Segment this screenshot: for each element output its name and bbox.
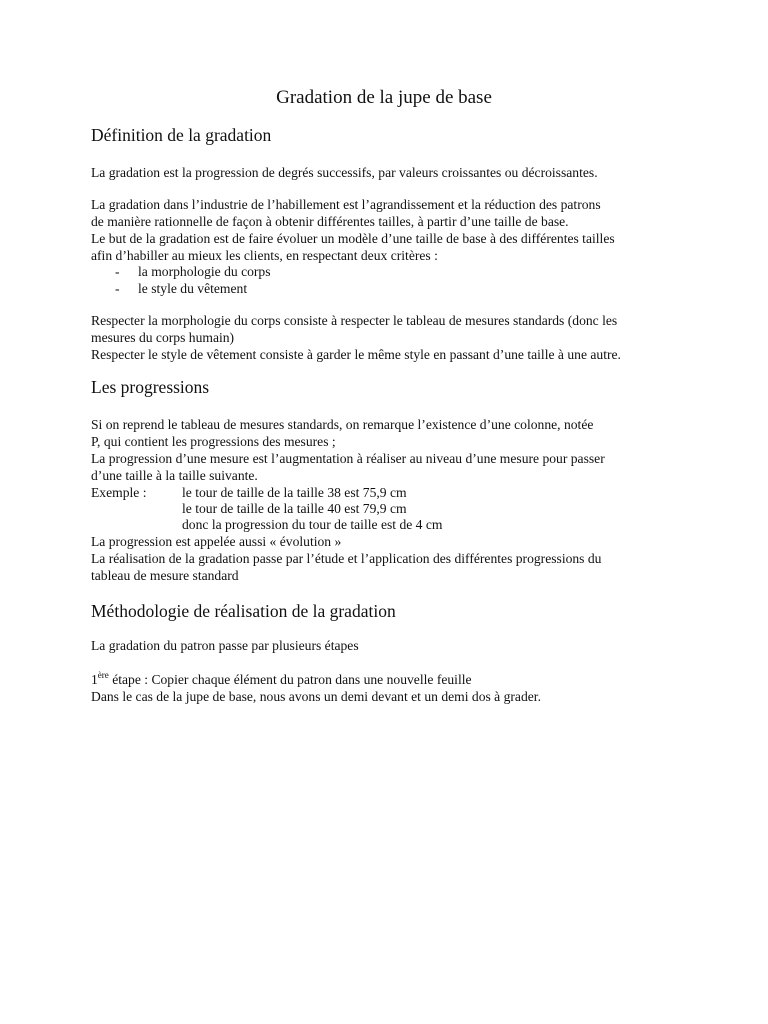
paragraph-line: afin d’habiller au mieux les clients, en respectant deux critères : <box>91 248 438 263</box>
bullet-marker: - <box>115 264 120 279</box>
section-heading-definition: Définition de la gradation <box>91 125 272 145</box>
paragraph-line: P, qui contient les progressions des mesures ; <box>91 434 336 449</box>
paragraph-line: La gradation dans l’industrie de l’habillement est l’agrandissement et la réduction des patrons <box>91 197 601 212</box>
example-line: donc la progression du tour de taille est de 4 cm <box>182 517 443 532</box>
definition-paragraph: La gradation est la progression de degrés successifs, par valeurs croissantes ou décroissantes. <box>91 165 598 180</box>
gradation-industry-paragraph <box>91 196 691 264</box>
example-line: le tour de taille de la taille 38 est 75,9 cm <box>182 485 407 500</box>
jupe-base-paragraph: Dans le cas de la jupe de base, nous avons un demi devant et un demi dos à grader. <box>91 689 541 704</box>
section-heading-progressions: Les progressions <box>91 377 210 397</box>
document-title: Gradation de la jupe de base <box>276 87 492 108</box>
paragraph-line: Le but de la gradation est de faire évoluer un modèle d’une taille de base à des différentes tailles <box>91 231 615 246</box>
step-one-line <box>91 671 691 688</box>
criteria-explanation-paragraph <box>91 312 691 363</box>
example-label: Exemple : <box>91 485 147 500</box>
paragraph-line: de manière rationnelle de façon à obtenir différentes tailles, à partir d’une taille de base. <box>91 214 569 229</box>
example-line: le tour de taille de la taille 40 est 79,9 cm <box>182 501 407 516</box>
paragraph-line: d’une taille à la taille suivante. <box>91 468 258 483</box>
paragraph-line: Si on reprend le tableau de mesures standards, on remarque l’existence d’une colonne, notée <box>91 417 594 432</box>
paragraph-line: mesures du corps humain) <box>91 330 235 345</box>
section-heading-methodologie: Méthodologie de réalisation de la gradation <box>91 601 396 621</box>
step-number: 1 <box>91 672 98 687</box>
bullet-marker: - <box>115 281 120 296</box>
progression-realisation-paragraph <box>91 533 691 584</box>
step-ordinal-suffix: ère <box>97 670 109 680</box>
progressions-paragraph <box>91 416 691 484</box>
criteria-item-label: la morphologie du corps <box>138 264 271 279</box>
paragraph-line: La progression est appelée aussi « évolution » <box>91 534 342 549</box>
paragraph-line: La progression d’une mesure est l’augmentation à réaliser au niveau d’une mesure pour passer <box>91 451 605 466</box>
paragraph-line: tableau de mesure standard <box>91 568 239 583</box>
paragraph-line: Respecter la morphologie du corps consiste à respecter le tableau de mesures standards (donc les <box>91 313 618 328</box>
paragraph-line: La réalisation de la gradation passe par l’étude et l’application des différentes progressions du <box>91 551 602 566</box>
paragraph-line: Respecter le style de vêtement consiste à garder le même style en passant d’une taille à une autre. <box>91 347 621 362</box>
methodologie-paragraph: La gradation du patron passe par plusieurs étapes <box>91 638 359 653</box>
criteria-item-label: le style du vêtement <box>138 281 248 296</box>
step-text: étape : Copier chaque élément du patron dans une nouvelle feuille <box>108 672 472 687</box>
